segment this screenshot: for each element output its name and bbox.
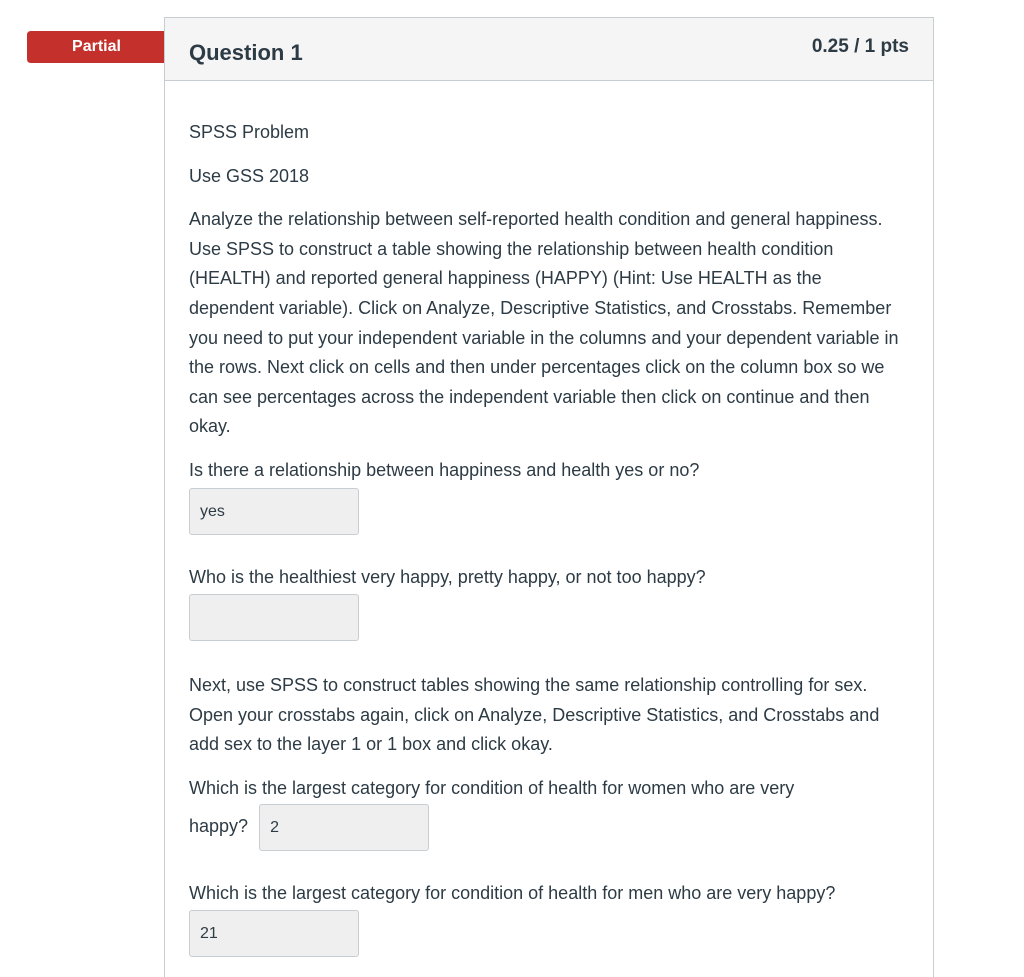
q2-prompt: Who is the healthiest very happy, pretty happy, or not too happy? [189,566,706,587]
question-points: 0.25 / 1 pts [811,36,909,57]
q4-answer-input[interactable]: 21 [189,910,359,957]
question-body [189,118,911,957]
q3-prompt-line1: Which is the largest category for condition of health for women who are very [189,777,795,798]
q3-prompt-line2: happy? [189,816,249,837]
q1-prompt: Is there a relationship between happiness and health yes or no? [189,459,700,480]
question-header [165,18,933,81]
status-label: Partial [72,38,121,55]
instructions-text: Analyze the relationship between self-reported health condition and general happiness. Use SPSS to construct a table showing the relationship between health condition (HEALTH) and reported general happiness (HAPPY) (Hint: Use HEALTH as the dependent variable). Click on Analyze, Descriptive Statistics, and Crosstabs. Remember you need to put your independent variable in the columns and your dependent variable in the rows. Next click on cells and then under percentages click on the column box so we can see percentages across the independent variable then click on continue and then okay. [189,209,899,437]
instructions2-text: Next, use SPSS to construct tables showing the same relationship controlling for sex. Open your crosstabs again, click on Analyze, Descriptive Statistics, and Crosstabs and add sex to the layer 1 or 1 box and click okay. [189,675,880,755]
q3-row [189,804,911,851]
q1-answer-input[interactable]: yes [189,488,359,535]
status-badge [27,31,185,63]
question-title: Question 1 [189,40,303,65]
problem-heading: SPSS Problem [189,122,310,142]
q3-answer-input[interactable]: 2 [259,804,429,851]
q4-prompt: Which is the largest category for condition of health for men who are very happy? [189,882,836,903]
q2-answer-input[interactable] [189,594,359,641]
dataset-text: Use GSS 2018 [189,165,310,186]
question-card [164,17,934,977]
